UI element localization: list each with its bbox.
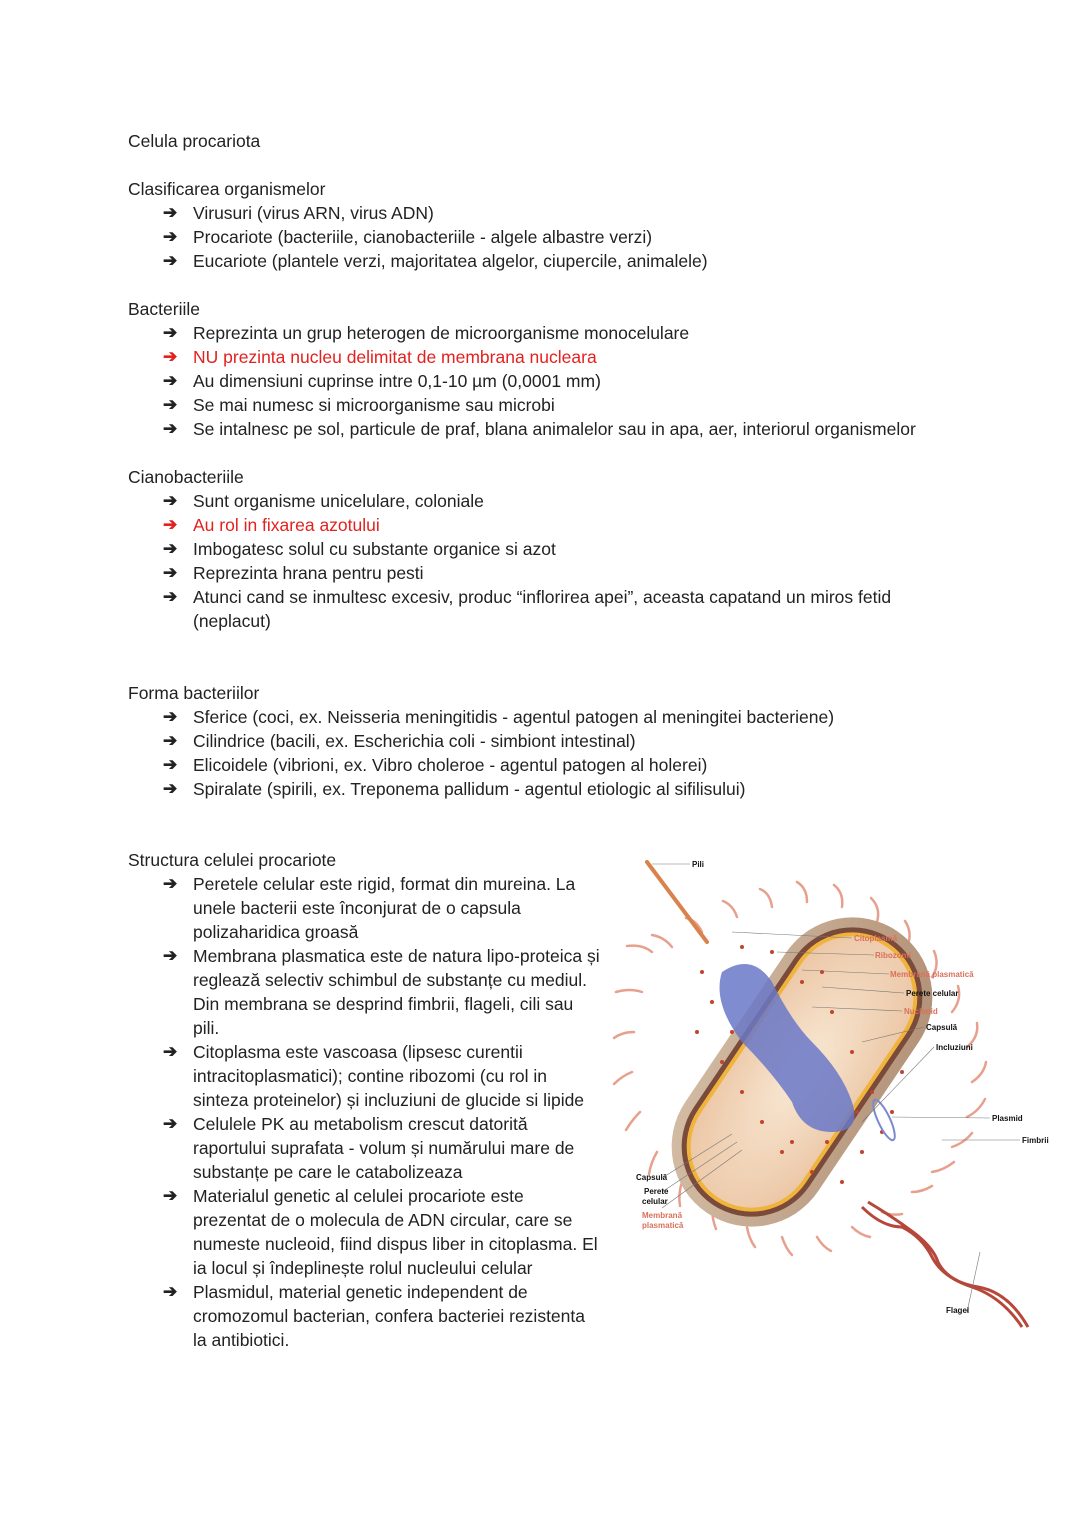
label-membrana-plasmatica: Membrană plasmatică [890, 970, 974, 979]
arrow-right-icon: ➔ [163, 874, 178, 893]
list-item: ➔ Membrana plasmatica este de natura lipo-proteica și reglează selectiv schimbul de substanțe cu mediul. Din membrana se desprind fimbrii, flageli, cili sau pili. [163, 946, 600, 1038]
label-fimbrii: Fimbrii [1022, 1136, 1049, 1145]
arrow-right-icon: ➔ [163, 1186, 178, 1205]
list-forma [160, 705, 834, 801]
label-capsula: Capsulă [926, 1023, 958, 1032]
label-nucleoid: Nucleoid [904, 1007, 938, 1016]
list-bacteriile [160, 321, 916, 441]
section-heading-cianobacteriile: Cianobacteriile [128, 467, 244, 487]
document-title: Celula procariota [128, 131, 261, 151]
list-item: ➔ Cilindrice (bacili, ex. Escherichia coli - simbiont intestinal) [163, 731, 636, 751]
list-item: ➔ Sunt organisme unicelulare, coloniale [163, 491, 484, 511]
flagella [862, 1202, 1028, 1327]
pili-rod [647, 862, 707, 942]
arrow-right-icon: ➔ [163, 251, 178, 270]
list-item: ➔ Se mai numesc si microorganisme sau microbi [163, 395, 555, 415]
list-item: ➔ Elicoidele (vibrioni, ex. Vibro choleroe - agentul patogen al holerei) [163, 755, 708, 775]
arrow-right-icon: ➔ [163, 515, 178, 534]
section-heading-bacteriile: Bacteriile [128, 299, 200, 319]
arrow-right-icon: ➔ [163, 707, 178, 726]
label-incluziuni: Incluziuni [936, 1043, 973, 1052]
list-item-highlighted: ➔ Au rol in fixarea azotului [163, 515, 380, 535]
list-item: ➔ Sferice (coci, ex. Neisseria meningitidis - agentul patogen al meningitei bacteriene) [163, 707, 835, 727]
arrow-right-icon: ➔ [163, 779, 178, 798]
prokaryotic-cell-diagram [612, 852, 1072, 1332]
list-item: ➔ Plasmidul, material genetic independent de cromozomul bacterian, confera bacteriei rezistenta la antibiotici. [163, 1282, 585, 1350]
plasmid [869, 1098, 898, 1143]
list-item: ➔ Se intalnesc pe sol, particule de praf, blana animalelor sau in apa, aer, interiorul organismelor [163, 419, 916, 439]
arrow-right-icon: ➔ [163, 203, 178, 222]
list-cianobacteriile [160, 489, 940, 633]
list-item: ➔ Procariote (bacteriile, cianobacteriile - algele albastre verzi) [163, 227, 653, 247]
label-flagel: Flagel [946, 1306, 970, 1315]
arrow-right-icon: ➔ [163, 946, 178, 965]
list-item: ➔ Spiralate (spirili, ex. Treponema pallidum - agentul etiologic al sifilisului) [163, 779, 746, 799]
list-item: ➔ Peretele celular este rigid, format din mureina. La unele bacterii este înconjurat de o capsula polizaharidica groasă [163, 874, 576, 942]
list-item: ➔ Virusuri (virus ARN, virus ADN) [163, 203, 434, 223]
arrow-right-icon: ➔ [163, 323, 178, 342]
arrow-right-icon: ➔ [163, 347, 178, 366]
label-perete-left-1: Perete [644, 1187, 669, 1196]
section-heading-forma: Forma bacteriilor [128, 683, 260, 703]
arrow-right-icon: ➔ [163, 539, 178, 558]
arrow-right-icon: ➔ [163, 395, 178, 414]
list-clasificare [160, 201, 708, 273]
arrow-right-icon: ➔ [163, 371, 178, 390]
list-item: ➔ Celulele PK au metabolism crescut datorită raportului suprafata - volum și numărului mare de substanțe pe care le catabolizeaza [163, 1114, 575, 1182]
list-item: ➔ Au dimensiuni cuprinse intre 0,1-10 µm (0,0001 mm) [163, 371, 601, 391]
arrow-right-icon: ➔ [163, 1042, 178, 1061]
label-pili: Pili [692, 860, 705, 869]
list-item: ➔ Reprezinta hrana pentru pesti [163, 563, 424, 583]
arrow-right-icon: ➔ [163, 1114, 178, 1133]
label-perete-left-2: celular [642, 1197, 668, 1206]
label-plasmid: Plasmid [992, 1114, 1023, 1123]
list-item: ➔ Citoplasma este vascoasa (lipsesc curentii intracitoplasmatici); contine ribozomi (cu rol in sinteza proteinelor) și incluziuni de glucide si lipide [163, 1042, 585, 1110]
arrow-right-icon: ➔ [163, 419, 178, 438]
label-capsula-left: Capsulă [636, 1173, 668, 1182]
list-item: ➔ Atunci cand se inmultesc excesiv, produc “inflorirea apei”, aceasta capatand un miros fetid (neplacut) [163, 587, 892, 631]
arrow-right-icon: ➔ [163, 491, 178, 510]
arrow-right-icon: ➔ [163, 731, 178, 750]
arrow-right-icon: ➔ [163, 1282, 178, 1301]
section-heading-structura: Structura celulei procariote [128, 850, 337, 870]
section-heading-clasificare: Clasificarea organismelor [128, 179, 326, 199]
label-membrana-left-2: plasmatică [642, 1221, 684, 1230]
list-item: ➔ Eucariote (plantele verzi, majoritatea algelor, ciupercile, animalele) [163, 251, 708, 271]
list-item: ➔ Imbogatesc solul cu substante organice si azot [163, 539, 556, 559]
arrow-right-icon: ➔ [163, 227, 178, 246]
list-item-highlighted: ➔ NU prezinta nucleu delimitat de membrana nucleara [163, 347, 597, 367]
list-structura [160, 872, 600, 1352]
label-perete-celular: Perete celular [906, 989, 959, 998]
arrow-right-icon: ➔ [163, 755, 178, 774]
list-item: ➔ Materialul genetic al celulei procariote este prezentat de o molecula de ADN circular, care se numeste nucleoid, fiind dispus liber in citoplasma. El ia locul și îndeplinește rolul nucleului celular [163, 1186, 598, 1278]
label-citoplasma: Citoplasmă [854, 934, 898, 943]
arrow-right-icon: ➔ [163, 587, 178, 606]
label-membrana-left-1: Membrană [642, 1211, 683, 1220]
arrow-right-icon: ➔ [163, 563, 178, 582]
list-item: ➔ Reprezinta un grup heterogen de microorganisme monocelulare [163, 323, 690, 343]
label-ribozomi: Ribozomi [875, 951, 911, 960]
